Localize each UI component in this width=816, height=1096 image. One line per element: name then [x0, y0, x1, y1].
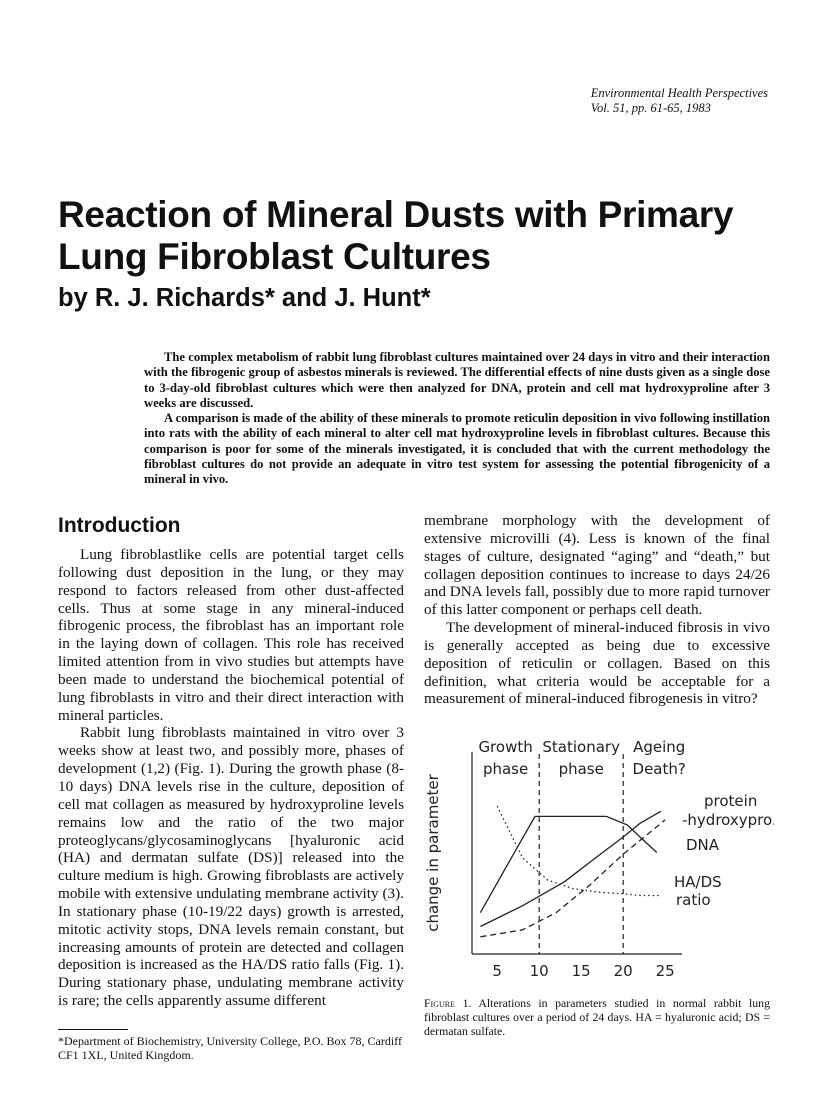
- x-tick-label-10: 10: [529, 962, 549, 980]
- series-label-dna: DNA: [686, 836, 720, 854]
- figure-caption: [424, 996, 770, 1038]
- abstract-paragraph-1: The complex metabolism of rabbit lung fibroblast cultures maintained over 24 days in vitro and their interaction with the fibrogenic group of asbestos minerals is reviewed. The differential effects of nine dusts given as a single dose to 3-day-old fibroblast cultures which were then analyzed for DNA, protein and cell mat hydroxyproline after 3 weeks are discussed.: [144, 350, 770, 410]
- phase-label-1-line2: phase: [482, 760, 529, 778]
- series-line-hydroxypro: [480, 820, 665, 937]
- figure-1-chart: [424, 732, 774, 994]
- intro-paragraph-3: membrane morphology with the development of extensive microvilli (4). Less is known of the final stages of culture, designated “aging” and “death,” but collagen deposition continues to increase to days 24/26 and DNA levels fall, possibly due to more rapid turnover of this latter component or perhaps cell death.: [424, 512, 770, 619]
- journal-name: Environmental Health Perspectives: [590, 86, 768, 100]
- footnote-rule: [58, 1029, 128, 1030]
- figure-1: [424, 732, 774, 999]
- series-label-ratio: ratio: [676, 891, 711, 909]
- phase-label-2-line1: Stationary: [542, 738, 620, 756]
- x-tick-label-5: 5: [492, 962, 502, 980]
- article-title: Reaction of Mineral Dusts with Primary Lung Fibroblast Cultures: [58, 194, 734, 277]
- figure-caption-text: Alterations in parameters studied in normal rabbit lung fibroblast cultures over a period of 24 days. HA = hyaluronic acid; DS = dermatan sulfate.: [424, 996, 770, 1038]
- series-label-ha-ds: HA/DS: [674, 873, 722, 891]
- footnote: *Department of Biochemistry, University College, P.O. Box 78, Cardiff CF1 1XL, United Kingdom.: [58, 1034, 402, 1062]
- right-column: [424, 512, 770, 708]
- intro-paragraph-4: The development of mineral-induced fibrosis in vivo is generally accepted as being due to excessive deposition of reticulin or collagen. Based on this definition, what criteria would be acceptable for a measurement of mineral-induced fibrogenesis in vitro?: [424, 619, 770, 708]
- abstract-paragraph-2: A comparison is made of the ability of these minerals to promote reticulin deposition in vivo following instillation into rats with the ability of each mineral to alter cell mat hydroxyproline levels in fibroblast cultures. Because this comparison is poor for some of the minerals investigated, it is concluded that with the current methodology the fibroblast cultures do not provide an adequate in vitro test system for assessing the potential fibrogenicity of a mineral in vivo.: [144, 411, 770, 487]
- x-tick-label-15: 15: [571, 962, 591, 980]
- left-column: [58, 546, 404, 1010]
- series-label-protein: protein: [704, 792, 758, 810]
- phase-label-3-line2: Death?: [632, 760, 686, 778]
- phase-label-3-line1: Ageing: [633, 738, 686, 756]
- byline: by R. J. Richards* and J. Hunt*: [58, 284, 431, 312]
- series-line-ha-ds-ratio: [497, 806, 661, 895]
- intro-paragraph-1: Lung fibroblastlike cells are potential target cells following dust deposition in the lung, or they may respond to factors released from other dust-affected cells. Thus at some stage in any mineral-induced fibrogenic process, the fibroblast has an important role in the laying down of collagen. This role has received limited attention from in vivo studies but attempts have been made to understand the biochemical potential of lung fibroblasts in vitro and their direct interaction with mineral particles.: [58, 546, 404, 724]
- series-label-hydroxypro: -hydroxypro.: [682, 811, 774, 829]
- phase-label-1-line1: Growth: [478, 738, 533, 756]
- journal-header: [591, 86, 768, 116]
- journal-citation: Vol. 51, pp. 61-65, 1983: [590, 101, 711, 115]
- series-line-protein: [480, 811, 661, 926]
- x-tick-label-25: 25: [655, 962, 675, 980]
- intro-paragraph-2: Rabbit lung fibroblasts maintained in vitro over 3 weeks show at least two, and possibly more, phases of development (1,2) (Fig. 1). During the growth phase (8-10 days) DNA levels rise in the culture, deposition of cell mat collagen as measured by hydroxyproline levels remains low and the ratio of the two major proteoglycans/glycosaminoglycans [hyaluronic acid (HA) and dermatan sulfate (DS)] released into the culture medium is high. Growing fibroblasts are actively mobile with extensive undulating membrane activity (3). In stationary phase (10-19/22 days) growth is arrested, mitotic activity stops, DNA levels remain constant, but increasing amounts of protein are detected and collagen deposition is increased as the HA/DS ratio falls (Fig. 1). During stationary phase, undulating membrane activity is rare; the cells apparently assume different: [58, 724, 404, 1010]
- section-heading-introduction: Introduction: [58, 514, 181, 537]
- y-axis-label: change in parameter: [424, 774, 442, 932]
- abstract: [144, 350, 770, 488]
- x-tick-label-20: 20: [613, 962, 633, 980]
- phase-label-2-line2: phase: [558, 760, 604, 778]
- figure-caption-label: Figure 1.: [424, 996, 472, 1010]
